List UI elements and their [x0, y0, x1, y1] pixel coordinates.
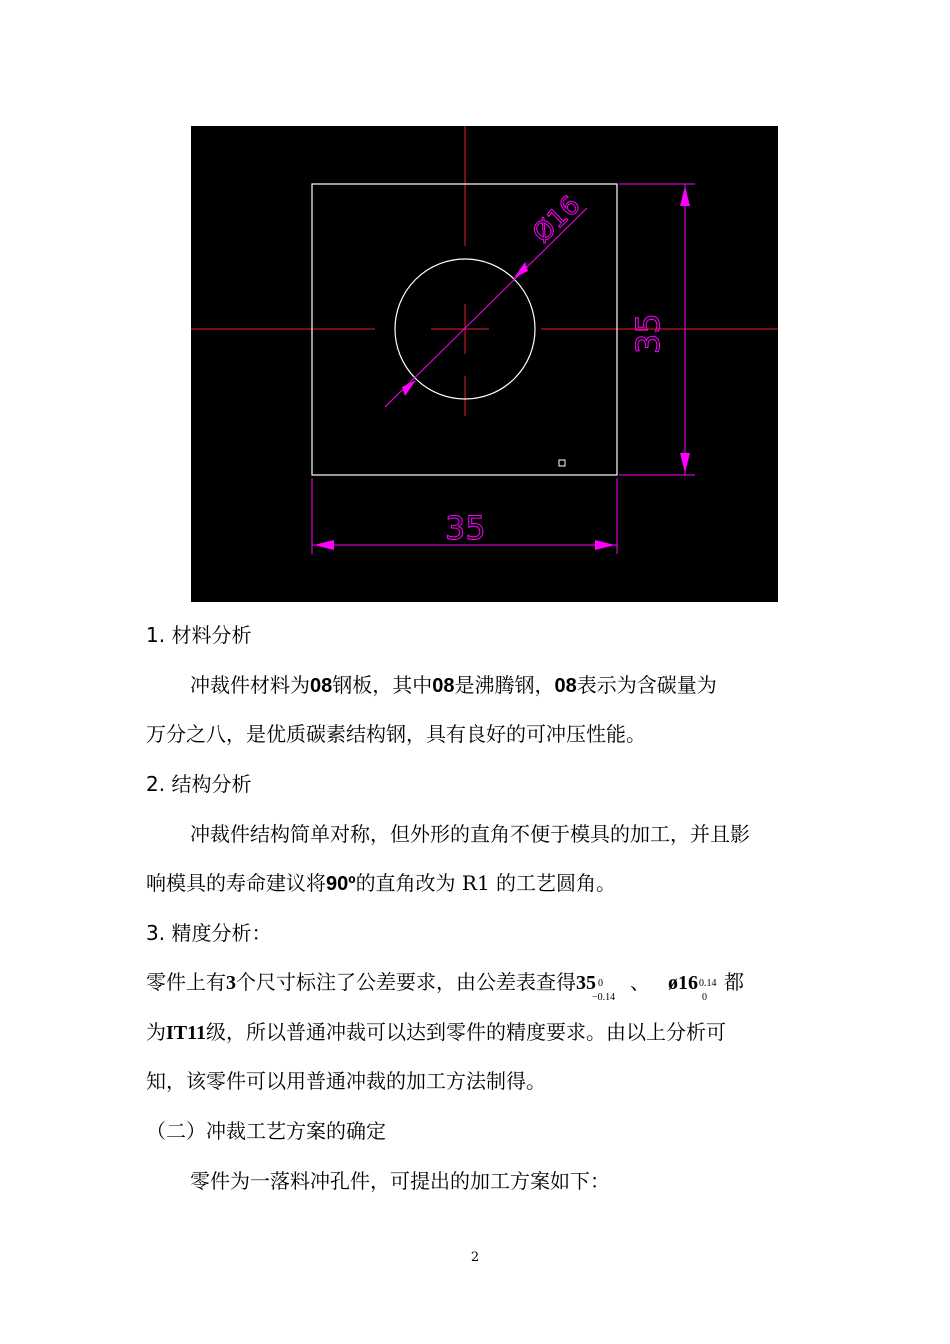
- paragraph-material-line1: [190, 671, 717, 700]
- text-segment: 是沸腾钢，: [454, 673, 555, 697]
- grade-08: 08: [432, 675, 455, 697]
- text-segment: 级，所以普通冲裁可以达到零件的精度要求。由以上分析可: [206, 1020, 727, 1044]
- paragraph-precision-line2: [146, 1018, 726, 1047]
- diameter-label: Ø16: [527, 190, 587, 250]
- grade-it11: IT11: [166, 1022, 207, 1044]
- heading-process-plan: （二）冲裁工艺方案的确定: [146, 1119, 386, 1143]
- tolerance-lower: 0: [702, 992, 707, 1003]
- grade-08: 08: [310, 675, 333, 697]
- width-label: 35: [445, 509, 486, 547]
- diameter-arrow-lower: [402, 380, 416, 396]
- cad-drawing: [191, 126, 778, 602]
- paragraph-precision-line3: 知，该零件可以用普通冲裁的加工方法制得。: [146, 1069, 546, 1093]
- text-segment: 表示为含碳量为: [576, 673, 717, 697]
- heading-material-analysis: 1. 材料分析: [146, 623, 252, 647]
- text-segment: 的直角改为 R1 的工艺圆角。: [355, 871, 617, 895]
- paragraph-process-line1: 零件为一落料冲孔件，可提出的加工方案如下：: [190, 1169, 610, 1193]
- dimension-35: 35: [576, 972, 596, 994]
- grip-marker: [559, 460, 565, 466]
- paragraph-structure-line2: [146, 869, 616, 898]
- tolerance-35: [592, 968, 630, 1003]
- tolerance-d16: [698, 968, 724, 1003]
- height-label: 35: [629, 313, 667, 354]
- tolerance-upper: 0.14: [699, 978, 717, 989]
- separator: 、: [630, 970, 650, 994]
- text-segment: 响模具的寿命建议将: [146, 871, 326, 895]
- width-arrow-right: [595, 540, 615, 550]
- tolerance-upper: 0: [598, 978, 603, 989]
- paragraph-structure-line1: 冲裁件结构简单对称，但外形的直角不便于模具的加工，并且影: [190, 822, 750, 846]
- height-arrow-bottom: [680, 453, 690, 473]
- dimension-d16: ø16: [668, 972, 698, 994]
- diameter-arrow-upper: [514, 262, 528, 278]
- grade-08: 08: [554, 675, 577, 697]
- page-number: 2: [470, 1250, 480, 1265]
- count-3: 3: [226, 972, 236, 994]
- cad-drawing-svg: [191, 126, 778, 602]
- width-arrow-left: [314, 540, 334, 550]
- paragraph-material-line2: 万分之八，是优质碳素结构钢，具有良好的可冲压性能。: [146, 722, 646, 746]
- angle-90: 90º: [326, 873, 356, 895]
- text-segment: 都: [724, 970, 744, 994]
- text-segment: 为: [146, 1020, 166, 1044]
- heading-structure-analysis: 2. 结构分析: [146, 772, 252, 796]
- text-segment: 冲裁件材料为: [190, 673, 310, 697]
- text-segment: 钢板，其中: [332, 673, 433, 697]
- text-segment: 零件上有: [146, 970, 226, 994]
- tolerance-lower: −0.14: [592, 992, 616, 1003]
- heading-precision-analysis: 3. 精度分析：: [146, 921, 272, 945]
- paragraph-precision-line1: [146, 968, 744, 1003]
- height-arrow-top: [680, 186, 690, 206]
- text-segment: 个尺寸标注了公差要求，由公差表查得: [236, 970, 576, 994]
